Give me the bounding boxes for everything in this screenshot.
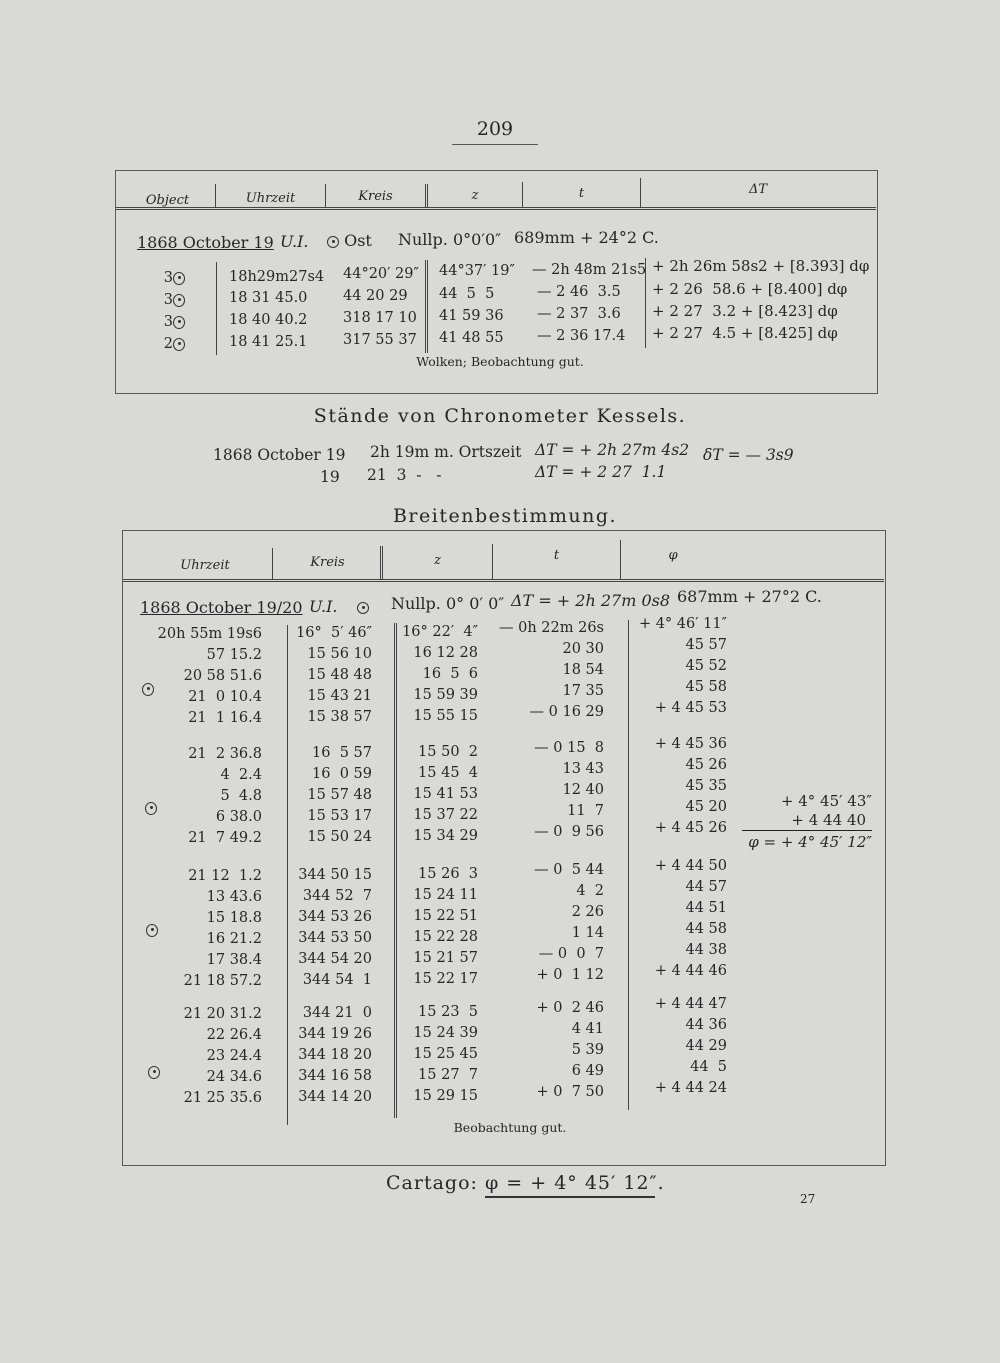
summary-line2: + 4 44 40 (791, 811, 866, 829)
table1-row4-object: 2 (140, 336, 185, 352)
table2-cell-z: 15 23 5 (418, 1003, 478, 1020)
table2-cell-z: 15 34 29 (413, 827, 478, 844)
chronometer-line2-date: 19 (320, 468, 340, 486)
sun-symbol-icon (327, 236, 339, 248)
table2-cell-kreis: 344 53 26 (298, 908, 372, 925)
sun-lower-limb-icon (173, 294, 185, 307)
table2-cell-t: 5 39 (571, 1041, 604, 1058)
table2-cell-t: 11 7 (567, 802, 604, 819)
table2-cell-phi: 44 51 (685, 900, 727, 917)
table2-cell-t: 4 2 (576, 882, 604, 899)
summary-result: φ = + 4° 45′ 12″ (748, 833, 872, 851)
chronometer-line1-date: 1868 October 19 (213, 446, 346, 464)
table2-cell-t: — 0 5 44 (534, 861, 604, 878)
table2-sun (357, 597, 369, 616)
table1-row3-z: 41 59 36 (439, 308, 504, 324)
table1-row1-z: 44°37′ 19″ (439, 263, 515, 279)
table2-cell-phi: + 4° 46′ 11″ (638, 616, 727, 633)
summary-rule (742, 830, 872, 831)
table2-cell-kreis: 344 14 20 (298, 1088, 372, 1105)
table2-cell-kreis: 16 0 59 (312, 765, 372, 782)
table2-cell-phi: 45 52 (685, 658, 727, 675)
table1-row3-object: 3 (140, 314, 185, 330)
table2-cell-kreis: 16° 5′ 46″ (296, 624, 372, 641)
table2-cell-t: + 0 2 46 (536, 999, 604, 1016)
table2-cell-uhrzeit: 21 18 57.2 (183, 973, 262, 989)
table2-header-kreis: Kreis (310, 555, 345, 570)
table2-cell-t: 1 14 (571, 924, 604, 941)
chronometer-line1-delta-t: ΔT = + 2h 27m 4s2 (535, 441, 690, 459)
table2-cell-t: 12 40 (562, 781, 604, 798)
table2-cell-kreis: 344 21 0 (302, 1004, 372, 1021)
table2-cell-uhrzeit: 20h 55m 19s6 (157, 626, 262, 642)
sun-lower-limb-icon (173, 338, 185, 351)
table2-delta-t: ΔT = + 2h 27m 0s8 (511, 591, 671, 610)
sun-upper-limb-icon (173, 316, 185, 329)
table1-row4-z: 41 48 55 (439, 330, 504, 346)
table1-note: Wolken; Beobachtung gut. (416, 354, 584, 369)
table2-cell-z: 15 25 45 (413, 1045, 478, 1062)
table2-cell-phi: + 4 45 36 (654, 736, 727, 753)
table2-cell-phi: 44 38 (685, 942, 727, 959)
table2-cell-phi: 44 57 (685, 879, 727, 896)
table1-row3-t: — 2 37 3.6 (537, 306, 621, 322)
table1-row2-uhrzeit: 18 31 45.0 (229, 290, 308, 306)
table1-row2-z: 44 5 5 (439, 286, 495, 302)
table2-header-rule (123, 579, 884, 582)
table2-cell-phi: + 4 45 53 (654, 700, 727, 717)
table1-nullpunkt: Nullp. 0°0′0″ (398, 230, 502, 249)
table1-header-z: z (471, 188, 479, 203)
table2-note: Beobachtung gut. (453, 1120, 567, 1135)
table2-cell-kreis: 344 16 58 (298, 1067, 372, 1084)
table1-meteo: 689mm + 24°2 C. (514, 228, 659, 247)
sun-symbol-icon (357, 602, 369, 614)
table2-cell-phi: 44 36 (685, 1017, 727, 1034)
chronometer-line2-delta-t: ΔT = + 2 27 1.1 (535, 463, 667, 481)
table2-cell-z: 15 21 57 (413, 949, 478, 966)
table2-cell-t: 4 41 (571, 1020, 604, 1037)
table2-cell-phi: + 4 44 50 (654, 858, 727, 875)
table2-header-t: t (553, 548, 560, 563)
table1-row3-uhrzeit: 18 40 40.2 (229, 312, 308, 328)
table2-cell-z: 15 22 28 (413, 928, 478, 945)
table2-cell-t: 18 54 (562, 661, 604, 678)
table1-header-delta-t: ΔT (748, 182, 768, 197)
table1-row2-kreis: 44 20 29 (343, 288, 408, 304)
table2-cell-kreis: 15 56 10 (307, 645, 372, 662)
table2-cell-t: 13 43 (562, 760, 604, 777)
table2-cell-z: 15 55 15 (413, 707, 478, 724)
table2-cell-kreis: 15 50 24 (307, 828, 372, 845)
table2-cell-t: 6 49 (571, 1062, 604, 1079)
table2-cell-phi: 45 58 (685, 679, 727, 696)
table2-cell-kreis: 15 38 57 (307, 708, 372, 725)
table2-cell-z: 15 50 2 (418, 743, 478, 760)
table2-cell-t: + 0 7 50 (536, 1083, 604, 1100)
summary-line1: + 4° 45′ 43″ (780, 792, 872, 810)
chronometer-delta-small-t: δT = — 3s9 (703, 446, 794, 464)
table2-cell-uhrzeit: 4 2.4 (220, 767, 262, 783)
table2-cell-z: 15 22 51 (413, 907, 478, 924)
table2-cell-phi: + 4 44 46 (654, 963, 727, 980)
table2-header-z: z (434, 553, 441, 568)
chronometer-heading: Stände von Chronometer Kessels. (313, 405, 687, 427)
table2-cell-z: 15 24 39 (413, 1024, 478, 1041)
sun-upper-limb-icon (173, 272, 185, 285)
table2-cell-kreis: 344 54 20 (298, 950, 372, 967)
table2-cell-kreis: 344 50 15 (298, 866, 372, 883)
table2-cell-phi: 44 5 (690, 1059, 727, 1076)
table1-date: 1868 October 19 (137, 233, 274, 252)
table2-cell-kreis: 15 43 21 (307, 687, 372, 704)
table2-cell-t: — 0 15 8 (534, 739, 604, 756)
table2-cell-uhrzeit: 16 21.2 (206, 931, 262, 947)
table1-kreis-position: Ost (327, 231, 372, 250)
table2-cell-kreis: 15 57 48 (307, 786, 372, 803)
table2-ui: U.I. (309, 597, 338, 616)
table1-row3-kreis: 318 17 10 (343, 310, 417, 326)
table2-cell-phi: + 4 44 24 (654, 1080, 727, 1097)
table2-cell-uhrzeit: 24 34.6 (206, 1069, 262, 1085)
table2-cell-uhrzeit: 22 26.4 (206, 1027, 262, 1043)
table1-row1-t: — 2h 48m 21s5 (532, 262, 647, 278)
table2-cell-uhrzeit: 21 7 49.2 (188, 830, 262, 846)
table1-row1-object: 3 (140, 270, 185, 286)
table2-cell-uhrzeit: 21 12 1.2 (188, 868, 262, 884)
table1-header-object: Object (145, 193, 190, 208)
table2-cell-uhrzeit: 21 2 36.8 (188, 746, 262, 762)
table2-cell-t: — 0 16 29 (529, 703, 604, 720)
table2-header-phi: φ (668, 548, 678, 563)
table2-cell-z: 16 5 6 (422, 665, 478, 682)
table1-row1-uhrzeit: 18h29m27s4 (229, 269, 325, 285)
table2-cell-uhrzeit: 17 38.4 (206, 952, 262, 968)
table2-cell-uhrzeit: 23 24.4 (206, 1048, 262, 1064)
table2-cell-uhrzeit: 21 1 16.4 (188, 710, 262, 726)
table1-row4-uhrzeit: 18 41 25.1 (229, 334, 308, 350)
table2-cell-kreis: 16 5 57 (312, 744, 372, 761)
table2-cell-kreis: 344 19 26 (298, 1025, 372, 1042)
table2-cell-uhrzeit: 21 25 35.6 (183, 1090, 262, 1106)
table2-cell-z: 15 59 39 (413, 686, 478, 703)
chronometer-line2-time: 21 3 - - (367, 466, 442, 484)
table2-cell-phi: 44 58 (685, 921, 727, 938)
table2-cell-uhrzeit: 6 38.0 (215, 809, 262, 825)
table2-cell-z: 15 45 4 (418, 764, 478, 781)
table1-row3-delta-t: + 2 27 3.2 + [8.423] dφ (652, 302, 838, 320)
page-number: 209 (476, 118, 514, 140)
table1-header-uhrzeit: Uhrzeit (245, 191, 296, 206)
table1-row4-kreis: 317 55 37 (343, 332, 417, 348)
table2-meteo: 687mm + 27°2 C. (677, 587, 822, 606)
table2-cell-uhrzeit: 21 0 10.4 (188, 689, 262, 705)
table2-cell-uhrzeit: 21 20 31.2 (183, 1006, 262, 1022)
table2-cell-z: 15 22 17 (413, 970, 478, 987)
table2-cell-t: — 0 9 56 (534, 823, 604, 840)
final-result: Cartago: φ = + 4° 45′ 12″. (386, 1172, 665, 1194)
table1-header-rule (116, 207, 876, 210)
table1-ui: U.I. (280, 232, 309, 251)
table1-row2-object: 3 (140, 292, 185, 308)
table2-cell-phi: 45 26 (685, 757, 727, 774)
table2-cell-uhrzeit: 13 43.6 (206, 889, 262, 905)
table2-cell-t: 20 30 (562, 640, 604, 657)
table2-cell-phi: 44 29 (685, 1038, 727, 1055)
table2-cell-kreis: 344 18 20 (298, 1046, 372, 1063)
table2-cell-phi: + 4 44 47 (654, 996, 727, 1013)
table2-cell-t: + 0 1 12 (536, 966, 604, 983)
breitenbestimmung-heading: Breitenbestimmung. (392, 505, 618, 527)
table1-row4-delta-t: + 2 27 4.5 + [8.425] dφ (652, 324, 838, 342)
table2-date: 1868 October 19/20 (140, 598, 303, 617)
table2-cell-phi: 45 35 (685, 778, 727, 795)
table1-row2-t: — 2 46 3.5 (537, 284, 621, 300)
table2-cell-z: 16 12 28 (413, 644, 478, 661)
table2-cell-kreis: 15 53 17 (307, 807, 372, 824)
table2-cell-kreis: 15 48 48 (307, 666, 372, 683)
table1-header-t: t (578, 186, 585, 201)
table2-cell-phi: 45 57 (685, 637, 727, 654)
table2-cell-z: 16° 22′ 4″ (402, 623, 478, 640)
table2-cell-t: 2 26 (571, 903, 604, 920)
table2-cell-t: 17 35 (562, 682, 604, 699)
table2-cell-t: — 0 0 7 (538, 945, 604, 962)
table2-header-uhrzeit: Uhrzeit (180, 558, 230, 573)
table2-cell-z: 15 26 3 (418, 865, 478, 882)
table1-row2-delta-t: + 2 26 58.6 + [8.400] dφ (652, 280, 848, 298)
table2-nullpunkt: Nullp. 0° 0′ 0″ (391, 594, 505, 613)
table1-row4-t: — 2 36 17.4 (537, 328, 626, 344)
chronometer-line1-time: 2h 19m m. Ortszeit (370, 443, 522, 461)
page-footer-number: 27 (800, 1192, 816, 1206)
final-result-rule (485, 1196, 655, 1198)
page-number-rule (452, 144, 538, 145)
table2-cell-phi: 45 20 (685, 799, 727, 816)
table2-cell-kreis: 344 53 50 (298, 929, 372, 946)
table1-row1-delta-t: + 2h 26m 58s2 + [8.393] dφ (652, 257, 870, 275)
table2-cell-uhrzeit: 15 18.8 (206, 910, 262, 926)
table2-cell-t: — 0h 22m 26s (499, 619, 604, 636)
table2-cell-z: 15 41 53 (413, 785, 478, 802)
table2-cell-z: 15 37 22 (413, 806, 478, 823)
table2-cell-uhrzeit: 57 15.2 (206, 647, 262, 663)
table2-cell-uhrzeit: 5 4.8 (220, 788, 262, 804)
table2-cell-z: 15 24 11 (413, 886, 478, 903)
table2-cell-z: 15 27 7 (418, 1066, 478, 1083)
table2-cell-uhrzeit: 20 58 51.6 (183, 668, 262, 684)
table2-cell-kreis: 344 52 7 (302, 887, 372, 904)
table1-header-kreis: Kreis (358, 189, 393, 204)
table2-cell-z: 15 29 15 (413, 1087, 478, 1104)
table1-row1-kreis: 44°20′ 29″ (343, 266, 419, 282)
table2-cell-phi: + 4 45 26 (654, 820, 727, 837)
table2-cell-kreis: 344 54 1 (302, 971, 372, 988)
